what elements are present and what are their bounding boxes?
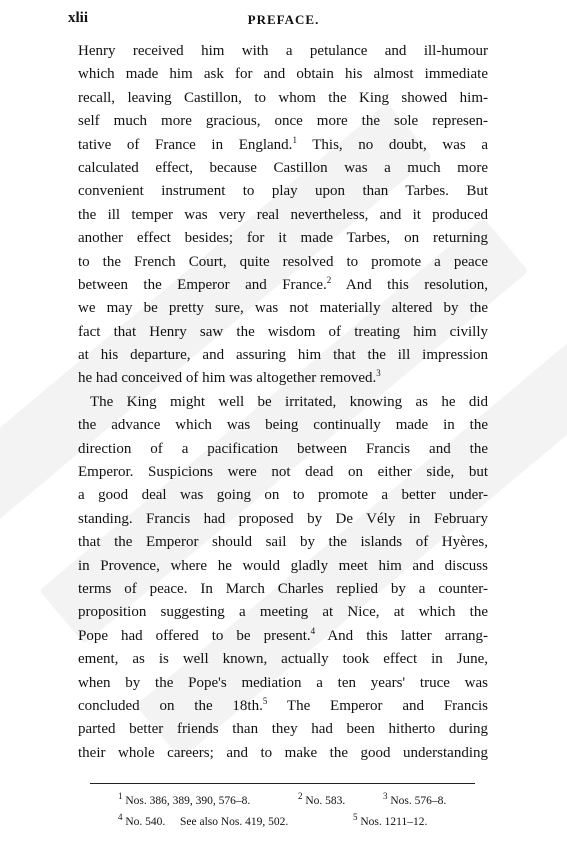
footnote-text: See also Nos. 419, 502. <box>180 816 289 828</box>
text-line: convenient instrument to play upon than Tarbes. But <box>78 183 488 200</box>
text-line: we may be pretty sure, was not materially altered by the <box>78 300 488 317</box>
footnote-mark: 3 <box>383 791 388 802</box>
footnote <box>118 812 166 828</box>
text-fragment: concluded on the 18th. <box>78 697 263 714</box>
text-line: to the French Court, quite resolved to promote a peace <box>78 253 488 270</box>
footnote-text: No. 583. <box>305 795 346 807</box>
text-line: another effect besides; for it made Tarbes, on returning <box>78 230 488 247</box>
text-line: which made him ask for and obtain his almost immediate <box>78 66 488 83</box>
footnotes <box>118 791 478 837</box>
footnote <box>383 791 447 807</box>
footnote-text: Nos. 386, 389, 390, 576–8. <box>125 795 251 807</box>
footnote <box>180 816 288 828</box>
footnote-text: Nos. 1211–12. <box>360 816 428 828</box>
text-line: in Provence, where he would gladly meet him and discuss <box>78 557 488 574</box>
footnote-mark: 1 <box>118 791 123 802</box>
text-line <box>78 695 488 718</box>
text-fragment: tative of France in England. <box>78 136 293 153</box>
text-line: fact that Henry saw the wisdom of treating him civilly <box>78 323 488 340</box>
text-line: the advance which was being continually made in the <box>78 417 488 434</box>
text-line: ement, as is well known, actually took effect in June, <box>78 651 488 668</box>
text-fragment: Pope had offered to be present. <box>78 627 311 644</box>
footnote <box>298 791 346 807</box>
text-line <box>78 274 488 297</box>
running-head: PREFACE. <box>247 12 320 27</box>
footnote-ref: 3 <box>376 368 381 379</box>
text-line: self much more gracious, once more the sole represen- <box>78 113 488 130</box>
footnote <box>353 812 428 828</box>
text-line: calculated effect, because Castillon was a much more <box>78 159 488 176</box>
text-line: when by the Pope's mediation a ten years' truce was <box>78 674 488 691</box>
text-line: Emperor. Suspicions were not dead on either side, but <box>78 464 488 481</box>
text-line: recall, leaving Castillon, to whom the King showed him- <box>78 89 488 106</box>
footnote-mark: 5 <box>353 812 358 823</box>
footnote-text: Nos. 576–8. <box>390 795 447 807</box>
footnote-mark: 2 <box>298 791 303 802</box>
text-fragment: The Emperor and Francis <box>267 697 488 714</box>
text-fragment: between the Emperor and France. <box>78 276 327 293</box>
footnote-text: No. 540. <box>125 816 166 828</box>
text-line: Henry received him with a petulance and ill-humour <box>78 43 488 59</box>
text-fragment: This, no doubt, was a <box>296 136 488 153</box>
text-line: at his departure, and assuring him that the ill impression <box>78 347 488 364</box>
text-line: The King might well be irritated, knowing as he did <box>90 393 488 410</box>
text-line: their whole careers; and to make the good understanding <box>78 744 488 761</box>
page-number: xlii <box>68 10 89 26</box>
text-line: that the Emperor should sail by the islands of Hyères, <box>78 534 488 551</box>
text-line: the ill temper was very real nevertheless, and it produced <box>78 206 488 223</box>
footnote-ref: 5 <box>262 695 268 706</box>
text-line: terms of peace. In March Charles replied by a counter- <box>78 580 488 597</box>
text-line: direction of a pacification between Francis and the <box>78 440 488 457</box>
text-fragment: he had conceived of him was altogether removed. <box>78 370 377 387</box>
footnote-ref: 1 <box>292 134 297 145</box>
footnote-divider <box>90 783 475 784</box>
text-line: a good deal was going on to promote a better under- <box>78 487 488 504</box>
footnote <box>118 791 251 807</box>
text-line: parted better friends than they had been hitherto during <box>78 721 488 738</box>
body-text <box>78 40 488 765</box>
text-line <box>78 134 488 157</box>
footnote-ref: 2 <box>326 274 332 285</box>
text-line <box>78 625 488 648</box>
text-fragment: And this latter arrang- <box>315 627 489 644</box>
text-line: proposition suggesting a meeting at Nice, at which the <box>78 604 488 621</box>
text-line <box>78 367 488 390</box>
text-line: standing. Francis had proposed by De Vély in February <box>78 510 488 527</box>
footnote-mark: 4 <box>118 812 123 823</box>
footnote-ref: 4 <box>310 625 316 636</box>
text-fragment: And this resolution, <box>331 276 489 293</box>
